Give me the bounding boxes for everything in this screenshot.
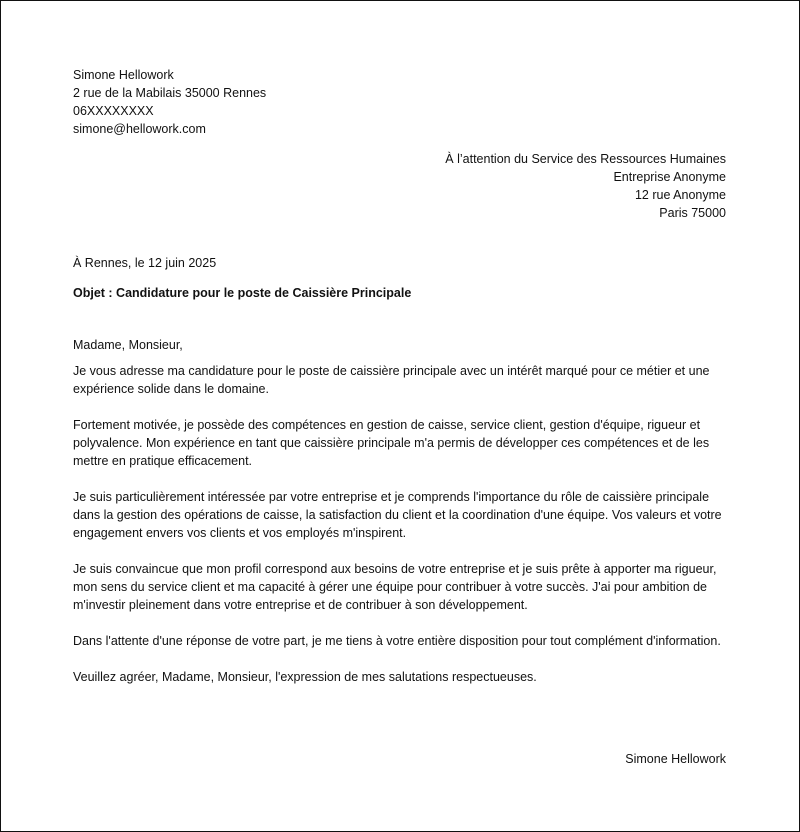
recipient-street: 12 rue Anonyme [634,188,726,202]
sender-address: 2 rue de la Mabilais 35000 Rennes [73,86,267,100]
recipient-city: Paris 75000 [659,206,726,220]
date-line: À Rennes, le 12 juin 2025 [73,256,217,270]
body-paragraph: Je suis convaincue que mon profil correspond aux besoins de votre entreprise et je suis prête à apporter ma rigueur, mon sens du service client et ma capacité à gérer une équipe pour contribuer à votre succès. J'ai pour ambition de m'investir pleinement dans votre entreprise et de contribuer à son développement. [73,562,717,612]
recipient-company: Entreprise Anonyme [613,170,726,184]
signature: Simone Hellowork [625,752,726,766]
recipient-attention: À l’attention du Service des Ressources Humaines [445,152,726,166]
sender-name: Simone Hellowork [73,68,174,82]
body-paragraph: Fortement motivée, je possède des compétences en gestion de caisse, service client, gestion d'équipe, rigueur et polyvalence. Mon expérience en tant que caissière principale m'a permis de développer ces compétences et de les mettre en pratique efficacement. [73,418,710,468]
sender-email: simone@hellowork.com [73,122,206,136]
body-paragraph: Dans l'attente d'une réponse de votre part, je me tiens à votre entière disposition pour tout complément d'information. [73,634,721,648]
recipient-block [445,150,726,222]
sender-block [73,66,266,138]
subject-line: Objet : Candidature pour le poste de Caissière Principale [73,286,412,300]
greeting: Madame, Monsieur, [73,338,183,352]
closing-paragraph: Veuillez agréer, Madame, Monsieur, l'expression de mes salutations respectueuses. [73,670,537,684]
letter-body [73,336,729,704]
sender-phone: 06XXXXXXXX [73,104,154,118]
body-paragraph: Je vous adresse ma candidature pour le poste de caissière principale avec un intérêt marqué pour ce métier et une expérience solide dans le domaine. [73,364,710,396]
body-paragraph: Je suis particulièrement intéressée par votre entreprise et je comprends l'importance du rôle de caissière principale dans la gestion des opérations de caisse, la satisfaction du client et la coordination d'une équipe. Vos valeurs et votre engagement envers vos clients et vos employés m'inspirent. [73,490,722,540]
